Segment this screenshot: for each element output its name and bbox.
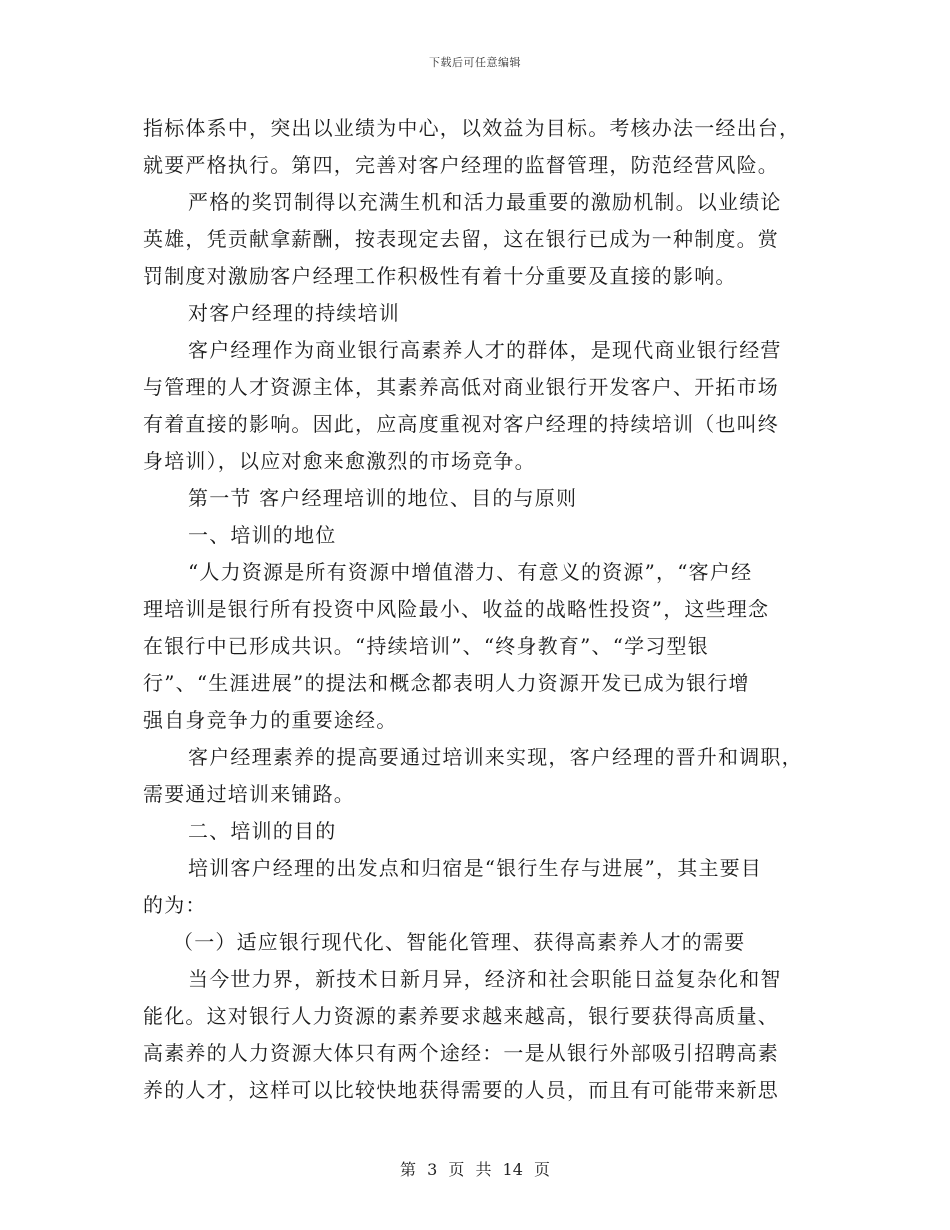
subsection-heading: 一、培训的地位 bbox=[188, 523, 337, 547]
text-line: 能化。这对银行人力资源的素养要求越来越高，银行要获得高质量、 bbox=[143, 1004, 779, 1028]
text-line: 行”、“生涯进展”的提法和概念都表明人力资源开发已成为银行增 bbox=[143, 671, 750, 695]
document-body bbox=[143, 110, 811, 1109]
text-line: 就要严格执行。第四，完善对客户经理的监督管理，防范经营风险。 bbox=[143, 153, 779, 177]
text-line: 高素养的人力资源大体只有两个途经：一是从银行外部吸引招聘高素 bbox=[143, 1041, 779, 1065]
text-line: 需要通过培训来铺路。 bbox=[143, 782, 355, 806]
paragraph-start: 客户经理作为商业银行高素养人才的群体，是现代商业银行经营 bbox=[188, 338, 782, 362]
subsection-heading: 二、培训的目的 bbox=[188, 819, 337, 843]
page-number-footer: 第 3 页 共 14 页 bbox=[400, 1160, 550, 1179]
text-line: 身培训），以应对愈来愈激烈的市场竞争。 bbox=[143, 449, 536, 473]
text-line: 罚制度对激励客户经理工作积极性有着十分重要及直接的影响。 bbox=[143, 264, 737, 288]
section-heading: 对客户经理的持续培训 bbox=[188, 301, 400, 325]
paragraph-start: “人力资源是所有资源中增值潜力、有意义的资源”，“客户经 bbox=[188, 560, 753, 584]
paragraph-start: 培训客户经理的出发点和归宿是“银行生存与进展”，其主要目 bbox=[188, 856, 763, 880]
text-line: 理培训是银行所有投资中风险最小、收益的战略性投资”，这些理念 bbox=[143, 597, 770, 621]
text-line: 有着直接的影响。因此，应高度重视对客户经理的持续培训（也叫终 bbox=[143, 412, 779, 436]
text-line: 英雄，凭贡献拿薪酬，按表现定去留，这在银行已成为一种制度。赏 bbox=[143, 227, 779, 251]
text-line: 养的人才，这样可以比较快地获得需要的人员，而且有可能带来新思 bbox=[143, 1078, 779, 1102]
paragraph-start: 客户经理素养的提高要通过培训来实现，客户经理的晋升和调职， bbox=[188, 745, 803, 769]
text-line: 强自身竞争力的重要途经。 bbox=[143, 708, 398, 732]
paragraph-start: 当今世力界，新技术日新月异，经济和社会职能日益复杂化和智 bbox=[188, 967, 782, 991]
text-line: 与管理的人才资源主体，其素养高低对商业银行开发客户、开拓市场 bbox=[143, 375, 779, 399]
page-header: 下载后可任意编辑 bbox=[429, 56, 521, 69]
text-line: 指标体系中，突出以业绩为中心，以效益为目标。考核办法一经出台， bbox=[143, 116, 801, 140]
section-heading: 第一节 客户经理培训的地位、目的与原则 bbox=[188, 486, 578, 510]
text-line: 在银行中已形成共识。“持续培训”、“终身教育”、“学习型银 bbox=[143, 634, 709, 658]
paragraph-start: 严格的奖罚制得以充满生机和活力最重要的激励机制。以业绩论 bbox=[188, 190, 782, 214]
text-line: 的为： bbox=[143, 893, 207, 917]
subsection-heading: （一）适应银行现代化、智能化管理、获得高素养人才的需要 bbox=[173, 930, 746, 954]
